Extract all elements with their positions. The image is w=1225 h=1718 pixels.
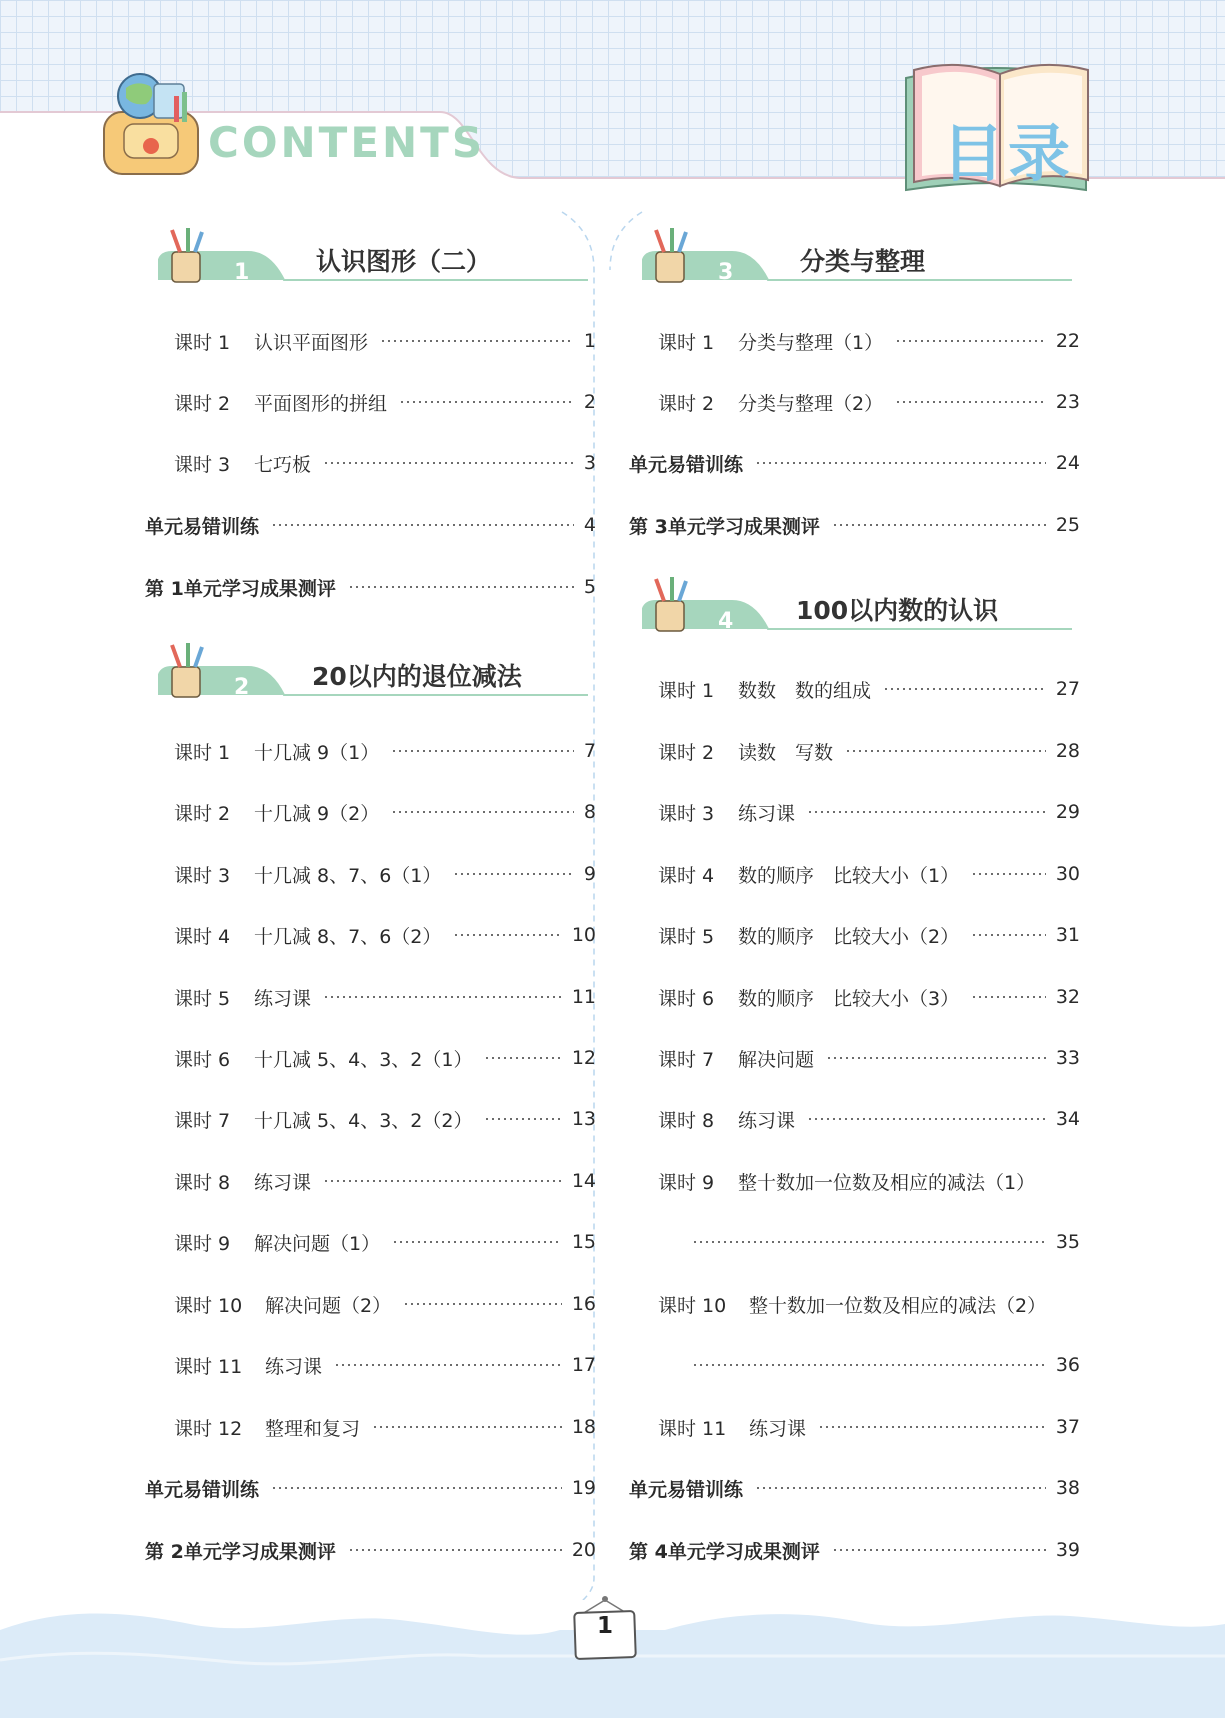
toc-entry[interactable] <box>174 446 596 480</box>
entry-title: 练习课 <box>749 1417 807 1440</box>
toc-entry[interactable] <box>629 1471 1080 1505</box>
dot-leader <box>348 1549 562 1551</box>
page-number: 27 <box>1055 678 1080 700</box>
lesson-number: 课时 8 <box>174 1171 231 1194</box>
entry-title: 数数 数的组成 <box>738 679 872 702</box>
dot-leader <box>971 934 1046 936</box>
page-number: 32 <box>1055 986 1080 1008</box>
lesson-number: 课时 11 <box>174 1355 243 1378</box>
entry-title: 练习课 <box>254 987 312 1010</box>
section-title: 分类与整理 <box>800 247 926 276</box>
entry-title: 第 4单元学习成果测评 <box>629 1540 820 1563</box>
toc-entry[interactable] <box>174 734 596 768</box>
dot-leader <box>807 1118 1046 1120</box>
dot-leader <box>399 401 574 403</box>
lesson-number: 课时 9 <box>174 1232 231 1255</box>
lesson-number: 课时 1 <box>658 679 715 702</box>
dot-leader <box>271 1487 562 1489</box>
footer-waves <box>0 1590 1225 1718</box>
entry-title: 十几减 5、4、3、2（2） <box>254 1109 473 1132</box>
page-number: 28 <box>1055 740 1080 762</box>
dot-leader <box>826 1057 1046 1059</box>
dot-leader <box>755 462 1046 464</box>
page-number: 24 <box>1055 452 1080 474</box>
section-number: 2 <box>234 675 250 700</box>
page-number: 19 <box>571 1477 596 1499</box>
dot-leader <box>895 340 1046 342</box>
toc-entry[interactable] <box>174 1410 596 1444</box>
entry-title: 单元易错训练 <box>629 453 744 476</box>
toc-entry[interactable] <box>174 324 596 358</box>
dot-leader <box>392 1241 562 1243</box>
lesson-number: 课时 5 <box>658 925 715 948</box>
page-number: 4 <box>583 514 596 536</box>
toc-entry[interactable] <box>145 570 596 604</box>
toc-entry[interactable] <box>629 446 1080 480</box>
section-title: 20以内的退位减法 <box>312 662 522 691</box>
lesson-number: 课时 3 <box>174 453 231 476</box>
dot-leader <box>484 1057 561 1059</box>
dot-leader <box>971 996 1046 998</box>
toc-entry[interactable] <box>658 734 1080 768</box>
toc-entry[interactable] <box>174 1041 596 1075</box>
lesson-number: 课时 2 <box>174 392 231 415</box>
page-number: 7 <box>583 740 596 762</box>
section-number: 1 <box>234 260 250 285</box>
lesson-number: 课时 12 <box>174 1417 243 1440</box>
section-header-4 <box>642 577 1072 637</box>
toc-entry[interactable] <box>174 1102 596 1136</box>
entry-title: 单元易错训练 <box>145 515 260 538</box>
section-number: 3 <box>718 260 734 285</box>
toc-entry[interactable] <box>174 918 596 952</box>
toc-entry[interactable] <box>174 1287 596 1321</box>
toc-entry[interactable] <box>658 1410 1080 1444</box>
toc-entry[interactable] <box>629 1533 1080 1567</box>
toc-entry[interactable] <box>174 1225 596 1259</box>
page-number: 38 <box>1055 1477 1080 1499</box>
toc-entry[interactable] <box>174 1164 596 1198</box>
lesson-number: 课时 3 <box>658 802 715 825</box>
lesson-number: 课时 6 <box>174 1048 231 1071</box>
toc-entry[interactable] <box>145 508 596 542</box>
dot-leader <box>845 750 1046 752</box>
contents-heading: CONTENTS <box>208 118 486 167</box>
entry-title: 第 1单元学习成果测评 <box>145 577 336 600</box>
toc-entry[interactable] <box>145 1471 596 1505</box>
toc-entry-continuation[interactable] <box>692 1225 1080 1259</box>
entry-title: 认识平面图形 <box>254 331 369 354</box>
page-number: 2 <box>583 391 596 413</box>
page-number: 11 <box>571 986 596 1008</box>
entry-title: 十几减 8、7、6（2） <box>254 925 442 948</box>
lesson-number: 课时 8 <box>658 1109 715 1132</box>
section-header-1 <box>158 228 588 288</box>
dot-leader <box>971 873 1046 875</box>
entry-title: 七巧板 <box>254 453 312 476</box>
lesson-number: 课时 11 <box>658 1417 727 1440</box>
lesson-number: 课时 6 <box>658 987 715 1010</box>
page-number: 5 <box>583 576 596 598</box>
dot-leader <box>453 873 574 875</box>
page-number: 39 <box>1055 1539 1080 1561</box>
dot-leader <box>895 401 1046 403</box>
page-number: 31 <box>1055 924 1080 946</box>
lesson-number: 课时 4 <box>174 925 231 948</box>
page-number: 33 <box>1055 1047 1080 1069</box>
entry-title: 分类与整理（2） <box>738 392 884 415</box>
entry-title: 练习课 <box>265 1355 323 1378</box>
lesson-number: 课时 10 <box>174 1294 243 1317</box>
dot-leader <box>323 462 574 464</box>
dot-leader <box>692 1364 1046 1366</box>
dot-leader <box>692 1241 1046 1243</box>
dot-leader <box>883 688 1046 690</box>
toc-entry[interactable] <box>658 1164 1080 1198</box>
backpack-icon <box>104 74 198 174</box>
section-title: 100以内数的认识 <box>796 596 999 625</box>
toc-entry[interactable] <box>174 795 596 829</box>
dot-leader <box>391 750 574 752</box>
page-number: 8 <box>583 801 596 823</box>
lesson-number: 课时 2 <box>658 741 715 764</box>
entry-title: 整十数加一位数及相应的减法（2） <box>749 1294 1047 1317</box>
page-number: 17 <box>571 1354 596 1376</box>
dot-leader <box>391 811 574 813</box>
lesson-number: 课时 1 <box>658 331 715 354</box>
entry-title: 读数 写数 <box>738 741 834 764</box>
dot-leader <box>271 524 574 526</box>
dot-leader <box>348 586 574 588</box>
entry-title: 整十数加一位数及相应的减法（1） <box>738 1171 1036 1194</box>
section-title: 认识图形（二） <box>316 247 492 276</box>
entry-title: 解决问题（1） <box>254 1232 381 1255</box>
lesson-number: 课时 9 <box>658 1171 715 1194</box>
page-number: 12 <box>571 1047 596 1069</box>
page-number: 16 <box>571 1293 596 1315</box>
toc-entry-continuation[interactable] <box>692 1348 1080 1382</box>
page-number: 30 <box>1055 863 1080 885</box>
toc-entry[interactable] <box>658 1041 1080 1075</box>
entry-title: 练习课 <box>738 802 796 825</box>
lesson-number: 课时 2 <box>174 802 231 825</box>
entry-title: 整理和复习 <box>265 1417 361 1440</box>
dot-leader <box>818 1426 1046 1428</box>
dot-leader <box>323 1180 562 1182</box>
entry-title: 十几减 9（1） <box>254 741 380 764</box>
toc-entry[interactable] <box>658 918 1080 952</box>
page-number: 14 <box>571 1170 596 1192</box>
page-number: 36 <box>1055 1354 1080 1376</box>
entry-title: 单元易错训练 <box>145 1478 260 1501</box>
page-number: 3 <box>583 452 596 474</box>
page-number: 1 <box>583 330 596 352</box>
mulu-heading: 目录 <box>941 117 1074 190</box>
page-number: 22 <box>1055 330 1080 352</box>
toc-entry[interactable] <box>658 1287 1080 1321</box>
entry-title: 数的顺序 比较大小（2） <box>738 925 960 948</box>
page-number: 34 <box>1055 1108 1080 1130</box>
page-number: 25 <box>1055 514 1080 536</box>
dot-leader <box>484 1118 561 1120</box>
toc-entry[interactable] <box>658 324 1080 358</box>
toc-entry[interactable] <box>658 672 1080 706</box>
lesson-number: 课时 3 <box>174 864 231 887</box>
dot-leader <box>453 934 561 936</box>
page-number: 13 <box>571 1108 596 1130</box>
toc-entry[interactable] <box>174 385 596 419</box>
toc-entry[interactable] <box>658 857 1080 891</box>
dot-leader <box>755 1487 1046 1489</box>
dot-leader <box>380 340 574 342</box>
page-number: 18 <box>571 1416 596 1438</box>
lesson-number: 课时 1 <box>174 741 231 764</box>
page-number-footer: 1 <box>596 1613 613 1639</box>
section-header-3 <box>642 228 1072 288</box>
entry-title: 解决问题 <box>738 1048 815 1071</box>
section-number: 4 <box>718 609 734 634</box>
page-number: 35 <box>1055 1231 1080 1253</box>
dot-leader <box>403 1303 562 1305</box>
toc-entry[interactable] <box>658 795 1080 829</box>
toc-entry[interactable] <box>658 1102 1080 1136</box>
entry-title: 十几减 5、4、3、2（1） <box>254 1048 473 1071</box>
page-number: 20 <box>571 1539 596 1561</box>
entry-title: 解决问题（2） <box>265 1294 392 1317</box>
entry-title: 练习课 <box>254 1171 312 1194</box>
lesson-number: 课时 2 <box>658 392 715 415</box>
lesson-number: 课时 1 <box>174 331 231 354</box>
entry-title: 数的顺序 比较大小（3） <box>738 987 960 1010</box>
page-number: 29 <box>1055 801 1080 823</box>
page-number: 15 <box>571 1231 596 1253</box>
dot-leader <box>832 1549 1046 1551</box>
entry-title: 第 3单元学习成果测评 <box>629 515 820 538</box>
page-number: 23 <box>1055 391 1080 413</box>
entry-title: 分类与整理（1） <box>738 331 884 354</box>
entry-title: 单元易错训练 <box>629 1478 744 1501</box>
lesson-number: 课时 4 <box>658 864 715 887</box>
lesson-number: 课时 7 <box>174 1109 231 1132</box>
entry-title: 练习课 <box>738 1109 796 1132</box>
page-number: 37 <box>1055 1416 1080 1438</box>
toc-entry[interactable] <box>145 1533 596 1567</box>
toc-entry[interactable] <box>174 980 596 1014</box>
dot-leader <box>832 524 1046 526</box>
entry-title: 平面图形的拼组 <box>254 392 388 415</box>
toc-entry[interactable] <box>174 857 596 891</box>
section-header-2 <box>158 643 588 703</box>
toc-entry[interactable] <box>658 385 1080 419</box>
dot-leader <box>334 1364 562 1366</box>
page-number: 9 <box>583 863 596 885</box>
dot-leader <box>807 811 1046 813</box>
dot-leader <box>372 1426 562 1428</box>
entry-title: 十几减 9（2） <box>254 802 380 825</box>
page-number: 10 <box>571 924 596 946</box>
entry-title: 第 2单元学习成果测评 <box>145 1540 336 1563</box>
toc-entry[interactable] <box>629 508 1080 542</box>
entry-title: 数的顺序 比较大小（1） <box>738 864 960 887</box>
dot-leader <box>323 996 562 998</box>
lesson-number: 课时 5 <box>174 987 231 1010</box>
toc-entry[interactable] <box>174 1348 596 1382</box>
lesson-number: 课时 10 <box>658 1294 727 1317</box>
lesson-number: 课时 7 <box>658 1048 715 1071</box>
toc-entry[interactable] <box>658 980 1080 1014</box>
entry-title: 十几减 8、7、6（1） <box>254 864 442 887</box>
